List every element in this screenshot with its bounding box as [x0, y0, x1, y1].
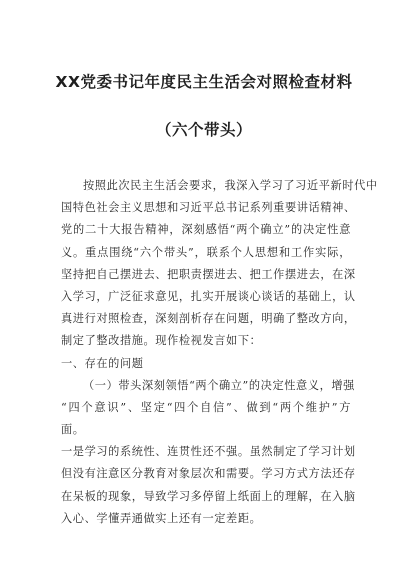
body-line: 一、存在的问题 — [61, 356, 144, 370]
body-line: 一是学习的系统性、连贯性还不强。虽然制定了学习计划 — [61, 445, 356, 459]
body-line: （一）带头深刻领悟“两个确立”的决定性意义，增强 — [83, 378, 355, 392]
body-line: 国特色社会主义思想和习近平总书记系列重要讲话精神、 — [61, 201, 356, 215]
document-subtitle: （六个带头） — [155, 121, 252, 139]
body-line: 党的二十大报告精神，深刻感悟“两个确立”的决定性意 — [61, 223, 351, 237]
body-line: 按照此次民主生活会要求，我深入学习了习近平新时代中 — [83, 179, 378, 192]
body-line: 入学习，广泛征求意见，扎实开展谈心谈话的基础上，认 — [61, 289, 356, 303]
body-line: 但没有注意区分教育对象层次和需要。学习方式方法还存 — [61, 467, 356, 481]
body-line: 入心、学懂弄通做实上还有一定差距。 — [61, 511, 262, 525]
body-line: 在呆板的现象，导致学习多停留上纸面上的理解，在入脑 — [61, 489, 356, 503]
body-line: 坚持把自己摆进去、把职责摆进去、把工作摆进去，在深 — [61, 267, 356, 281]
document-title: XX党委书记年度民主生活会对照检查材料 — [55, 73, 353, 91]
body-line: 真进行对照检查，深刻剖析存在问题，明确了整改方向， — [61, 312, 356, 326]
document-body — [61, 175, 378, 530]
body-line: 制定了整改措施。现作检视发言如下： — [61, 334, 262, 348]
body-line: 面。 — [61, 423, 85, 437]
body-line: 义。重点围绕“六个带头”，联系个人思想和工作实际， — [61, 245, 351, 259]
body-line: “四个意识”、坚定“四个自信”、做到“两个维护”方 — [61, 400, 351, 414]
